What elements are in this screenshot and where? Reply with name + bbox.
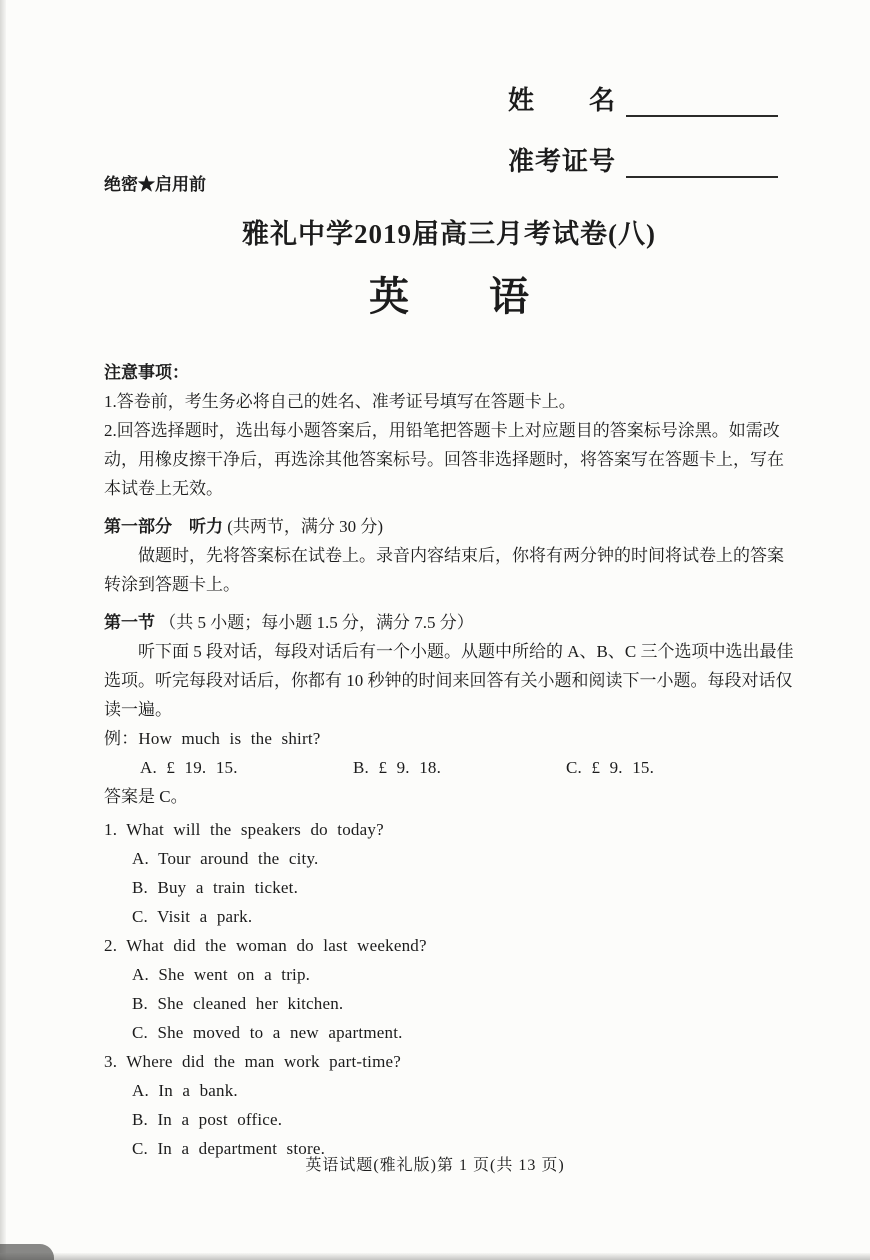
question-option: A. Tour around the city. [132,849,319,868]
part1-heading [104,512,794,541]
part1-heading-score: (共两节，满分 30 分) [227,517,384,536]
example-option-b: B. £ 9. 18. [353,758,442,777]
secrecy-notice: 绝密★启用前 [104,175,206,194]
question-1 [104,815,794,931]
name-field-row [508,80,778,117]
question-option: C. She moved to a new apartment. [132,1023,403,1042]
part1-heading-title: 第一部分 听力 [104,517,223,536]
scan-edge-artifact [0,0,6,1260]
notes-item-2: 2.回答选择题时，选出每小题答案后，用铅笔把答题卡上对应题目的答案标号涂黑。如需改动，用橡皮擦干净后，再选涂其他答案标号。回答非选择题时，将答案写在答题卡上，写在本试卷上无效。 [104,421,784,498]
section1-heading-title: 第一节 [104,613,155,632]
name-label: 姓 名 [507,86,616,115]
question-option: B. Buy a train ticket. [132,878,299,897]
exam-content [104,212,794,1163]
name-blank-line [626,87,778,117]
scan-corner-artifact [0,1244,54,1260]
example-options-row [104,753,794,782]
part1-section [104,512,794,599]
question-text: 3. Where did the man work part-time? [104,1052,401,1071]
notes-item-1: 1.答卷前，考生务必将自己的姓名、准考证号填写在答题卡上。 [104,392,576,411]
section1-heading [104,608,794,637]
question-3 [104,1047,794,1163]
notes-section [104,358,794,503]
listening-questions [104,815,794,1163]
example-block [104,724,794,811]
section1 [104,608,794,724]
question-option: B. In a post office. [132,1110,283,1129]
example-answer: 答案是 C。 [104,787,188,806]
section1-heading-score: （共 5 小题；每小题 1.5 分，满分 7.5 分） [159,613,474,632]
exam-id-field-row [508,141,778,178]
exam-subject: 英 语 [369,274,529,319]
notes-heading: 注意事项： [104,363,189,382]
exam-id-blank-line [626,148,778,178]
part1-intro: 做题时，先将答案标在试卷上。录音内容结束后，你将有两分钟的时间将试卷上的答案转涂到答题卡上。 [104,546,784,594]
question-option: C. Visit a park. [132,907,253,926]
example-option-c: C. £ 9. 15. [566,758,655,777]
page-footer: 英语试题(雅礼版)第 1 页(共 13 页) [305,1157,565,1174]
question-option: A. She went on a trip. [132,965,311,984]
question-2 [104,931,794,1047]
exam-title: 雅礼中学2019届高三月考试卷(八) [242,219,656,249]
example-question: 例：How much is the shirt? [104,729,321,748]
scan-edge-artifact [0,1253,870,1260]
question-option: C. In a department store. [132,1139,326,1158]
question-text: 1. What will the speakers do today? [104,820,384,839]
exam-id-label: 准考证号 [507,147,616,176]
section1-intro: 听下面 5 段对话，每段对话后有一个小题。从题中所给的 A、B、C 三个选项中选出最佳选项。听完每段对话后，你都有 10 秒钟的时间来回答有关小题和阅读下一小题。每段对话仅读一遍。 [104,642,794,719]
question-text: 2. What did the woman do last weekend? [104,936,427,955]
question-option: A. In a bank. [132,1081,238,1100]
question-option: B. She cleaned her kitchen. [132,994,344,1013]
candidate-id-fields [508,80,778,202]
example-option-a: A. £ 19. 15. [140,758,238,777]
